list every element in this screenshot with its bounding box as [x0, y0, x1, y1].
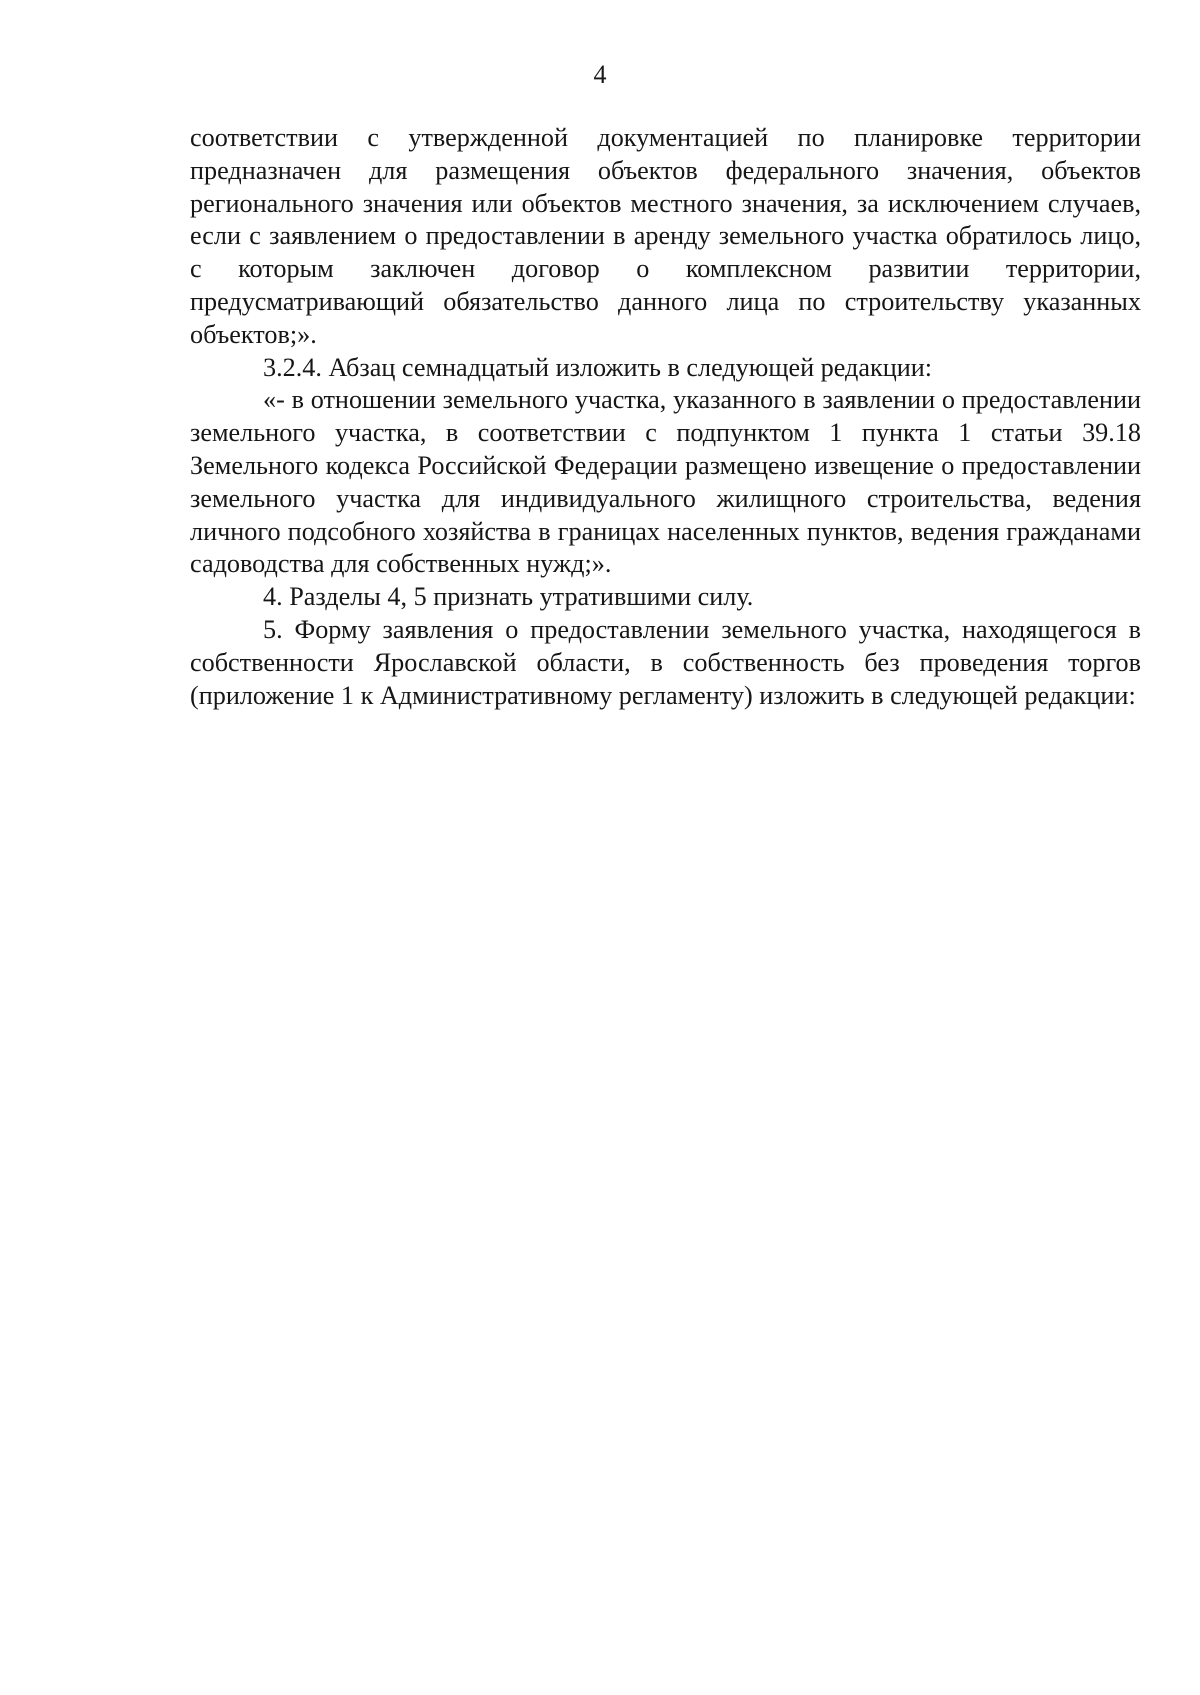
- page-number: 4: [593, 60, 607, 89]
- paragraph-4: 4. Разделы 4, 5 признать утратившими силу.: [263, 582, 754, 612]
- paragraph-3-2-4: 3.2.4. Абзац семнадцатый изложить в следующей редакции:: [263, 352, 933, 382]
- paragraph-continuation: соответствии с утвержденной документацией по планировке территории предназначен для размещения объектов федерального значения, объектов регионального значения или объектов местного значения, за исключением случаев, если с заявлением о предоставлении в аренду земельного участка обратилось лицо, с которым заключен договор о комплексном развитии территории, предусматривающий обязательство данного лица по строительству указанных объектов;».: [190, 123, 1141, 349]
- paragraph-5: 5. Форму заявления о предоставлении земельного участка, находящегося в собственности Ярославской области, в собственность без проведения торгов (приложение 1 к Административному регламенту) изложить в следующей редакции:: [190, 614, 1141, 710]
- paragraph-quoted-amendment: «- в отношении земельного участка, указанного в заявлении о предоставлении земельного участка, в соответствии с подпунктом 1 пункта 1 статьи 39.18 Земельного кодекса Российской Федерации размещено извещение о предоставлении земельного участка для индивидуального жилищного строительства, ведения личного подсобного хозяйства в границах населенных пунктов, ведения гражданами садоводства для собственных нужд;».: [190, 385, 1141, 579]
- document-body: [190, 122, 1141, 712]
